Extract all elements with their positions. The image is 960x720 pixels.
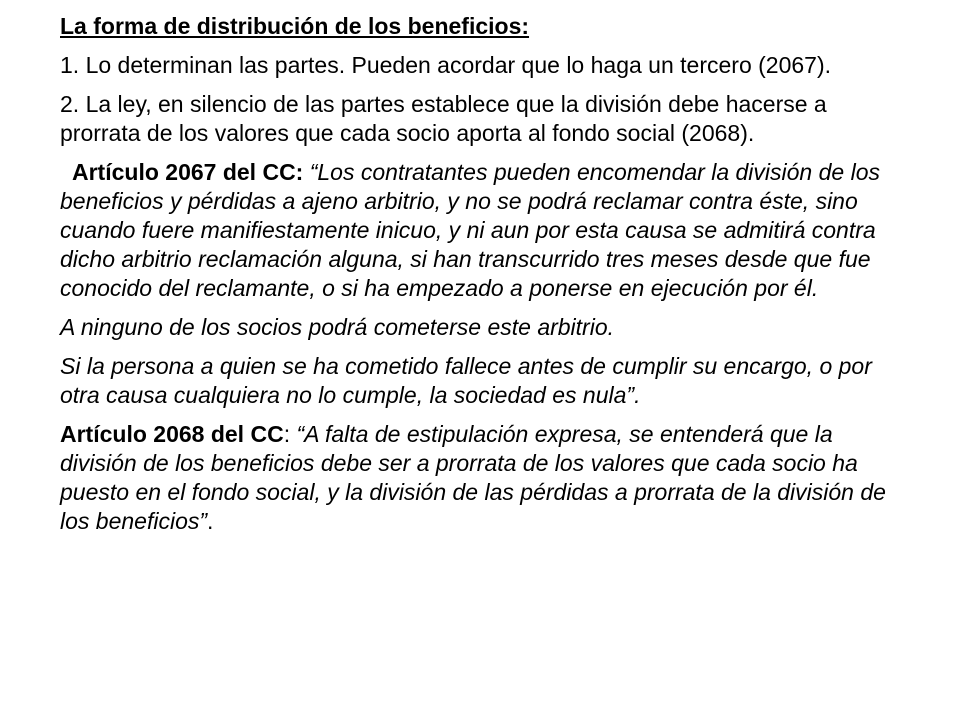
article-2067 — [60, 158, 890, 303]
point-1: 1. Lo determinan las partes. Pueden acordar que lo haga un tercero (2067). — [60, 52, 831, 78]
point-2: 2. La ley, en silencio de las partes establece que la división debe hacerse a prorrata de los valores que cada socio aporta al fondo social (2068). — [60, 91, 827, 146]
slide-content — [60, 12, 890, 546]
article-2068-label: Artículo 2068 del CC — [60, 421, 284, 447]
article-2067-text-2: A ninguno de los socios podrá cometerse este arbitrio. — [60, 314, 615, 340]
article-2068-end: . — [207, 508, 214, 534]
article-2068 — [60, 420, 890, 536]
article-2067-text: “Los contratantes pueden encomendar la división de los beneficios y pérdidas a ajeno arbitrio, y no se podrá reclamar contra éste, sino cuando fuere manifiestamente inicuo, y ni aun por esta causa se admitirá contra dicho arbitrio reclamación alguna, si han transcurrido tres meses desde que fue conocido del reclamante, o si ha empezado a ponerse en ejecución por él. — [60, 159, 880, 301]
article-2068-sep: : — [283, 421, 297, 447]
heading: La forma de distribución de los beneficios: — [60, 13, 530, 39]
article-2067-text-3: Si la persona a quien se ha cometido fallece antes de cumplir su encargo, o por otra causa cualquiera no lo cumple, la sociedad es nula”. — [60, 353, 872, 408]
article-2067-label: Artículo 2067 del CC: — [72, 159, 304, 185]
article-2068-text: “A falta de estipulación expresa, se entenderá que la división de los beneficios debe ser a prorrata de los valores que cada socio ha puesto en el fondo social, y la división de las pérdidas a prorrata de la división de los beneficios” — [60, 421, 886, 534]
